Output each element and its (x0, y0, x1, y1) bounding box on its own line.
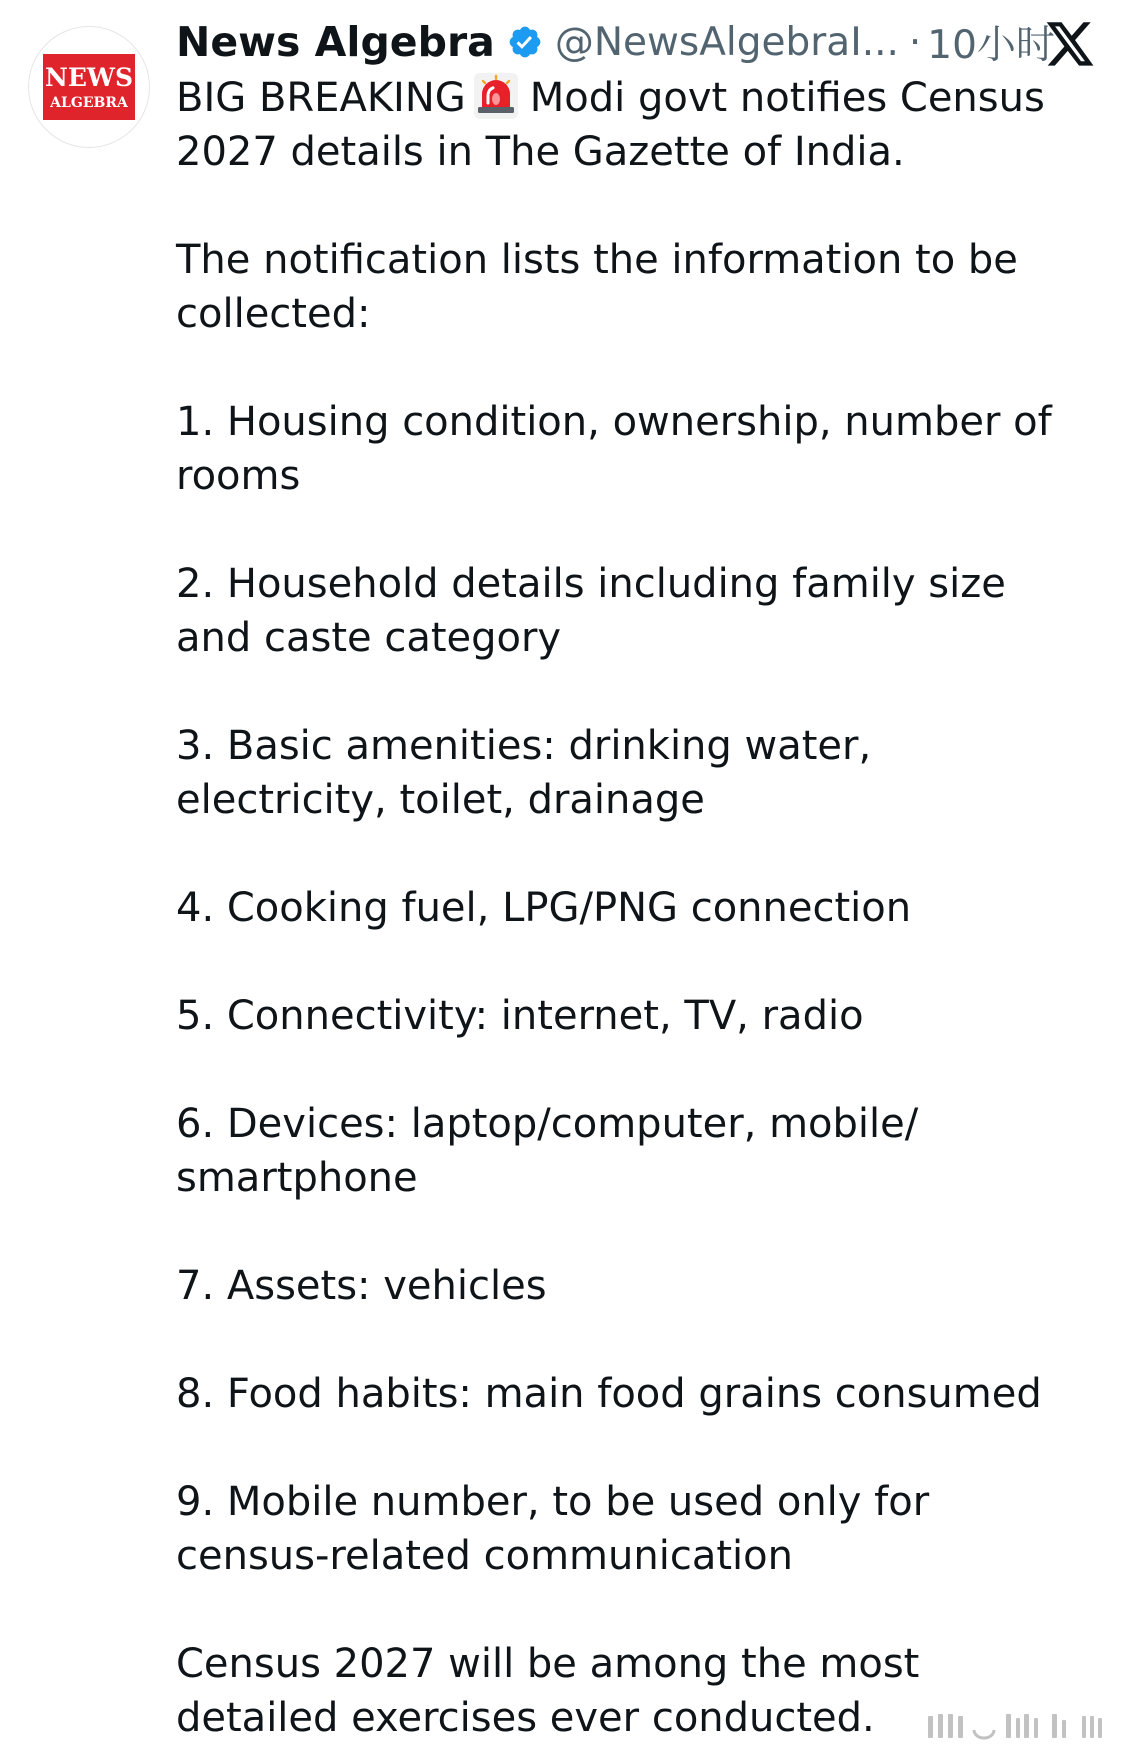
headline-text: Modi govt notifies Census 2027 details in The Gazette of India. (176, 75, 1045, 175)
avatar[interactable] (28, 26, 150, 148)
avatar-logo-bottom-text: ALGEBRA (50, 94, 128, 111)
list-item: 5. Connectivity: internet, TV, radio (176, 993, 864, 1039)
tweet-headline (176, 71, 1076, 179)
avatar-logo (43, 54, 135, 120)
tweet-body (176, 71, 1076, 1745)
list-item: 3. Basic amenities: drinking water, electricity, toilet, drainage (176, 723, 872, 823)
list-item: 8. Food habits: main food grains consumed (176, 1371, 1042, 1417)
list-item: 1. Housing condition, ownership, number of rooms (176, 399, 1052, 499)
x-logo-icon (1044, 20, 1096, 70)
police-siren-icon (474, 73, 518, 119)
list-item: 6. Devices: laptop/computer, mobile/ smartphone (176, 1101, 919, 1201)
list-item: 7. Assets: vehicles (176, 1263, 547, 1309)
post-timestamp[interactable]: 10小时 (927, 23, 1055, 68)
list-item: 9. Mobile number, to be used only for census-related communication (176, 1479, 930, 1579)
list-item: 2. Household details including family size and caste category (176, 561, 1006, 661)
avatar-logo-top-text: NEWS (44, 62, 134, 92)
verified-badge-icon (507, 24, 543, 60)
tweet-intro: The notification lists the information to be collected: (176, 237, 1018, 337)
list-item: 4. Cooking fuel, LPG/PNG connection (176, 885, 912, 931)
watermark-image (928, 1708, 1104, 1742)
author-handle[interactable]: @NewsAlgebraI... (554, 19, 899, 65)
tweet-closing: Census 2027 will be among the most detailed exercises ever conducted. (176, 1641, 920, 1741)
author-display-name[interactable]: News Algebra (176, 18, 495, 66)
headline-prefix: BIG BREAKING (176, 75, 466, 121)
meta-separator: · (908, 19, 922, 65)
tweet-header (176, 14, 1055, 70)
